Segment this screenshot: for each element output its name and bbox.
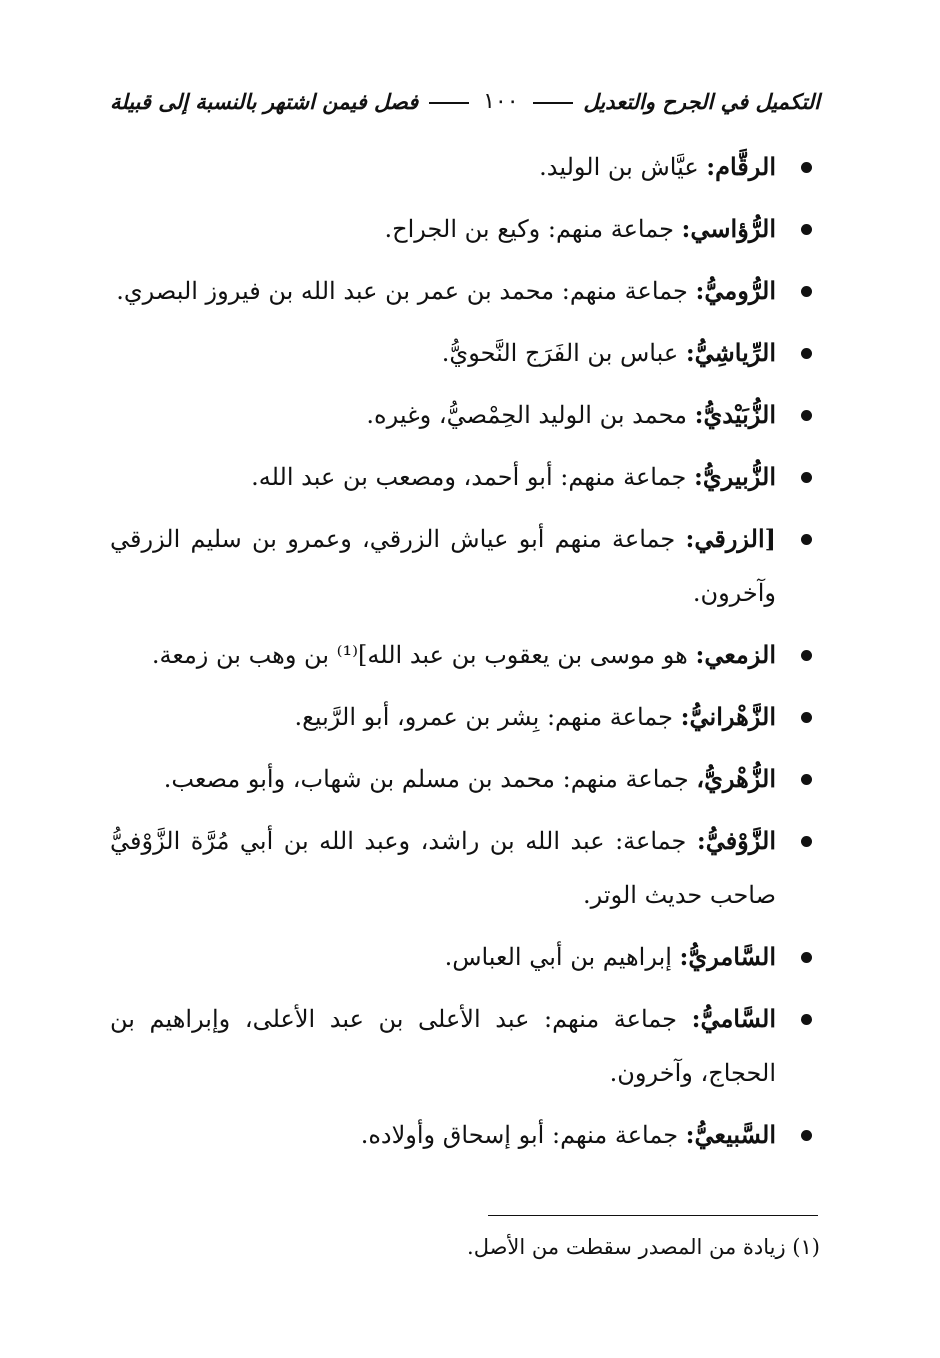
entry-name: الرقَّام: (706, 152, 776, 181)
header-dash-left (429, 102, 469, 104)
entry-name: الزَّهْرانيُّ: (680, 702, 776, 731)
header-chapter-title: فصل فيمن اشتهر بالنسبة إلى قبيلة (110, 88, 419, 114)
footnote-divider (488, 1215, 818, 1216)
list-item (110, 628, 810, 682)
list-item (110, 140, 810, 194)
list-item (110, 752, 810, 806)
list-item (110, 512, 810, 620)
entry-text: جماعة منهم: محمد بن عمر بن عبد الله بن فيروز البصري. (116, 277, 696, 305)
entry-name: الزُّهْريُّ، (696, 764, 776, 793)
header-dash-right (533, 102, 573, 104)
entry-name: الزمعي: (695, 640, 776, 669)
bullet-icon (801, 836, 812, 847)
entry-name: الرُّؤاسي: (681, 214, 776, 243)
entry-text: جماعة منهم: بِشر بن عمرو، أبو الرَّبيع. (294, 703, 681, 731)
entry-text: إبراهيم بن أبي العباس. (444, 943, 680, 971)
bullet-icon (801, 162, 812, 173)
list-item (110, 814, 810, 922)
entry-name: [الزرقي: (685, 524, 776, 553)
entry-text: جماعة منهم أبو عياش الزرقي، وعمرو بن سليم الزرقي وآخرون. (110, 525, 776, 607)
header-book-title: التكميل في الجرح والتعديل (583, 88, 820, 114)
entry-name: الزُّبيريُّ: (693, 462, 776, 491)
bullet-icon (801, 224, 812, 235)
bullet-icon (801, 1014, 812, 1025)
list-item (110, 202, 810, 256)
list-item (110, 1108, 810, 1162)
bullet-icon (801, 712, 812, 723)
entry-name: الرِّياشِيُّ: (685, 338, 776, 367)
bullet-icon (801, 410, 812, 421)
bullet-icon (801, 1130, 812, 1141)
entry-text: جماعة منهم: أبو إسحاق وأولاده. (360, 1121, 686, 1149)
entry-text: محمد بن الوليد الحِمْصيُّ، وغيره. (366, 401, 695, 429)
entry-text: جماعة منهم: عبد الأعلى بن عبد الأعلى، وإبراهيم بن الحجاج، وآخرون. (110, 1005, 776, 1087)
list-item (110, 326, 810, 380)
list-item (110, 992, 810, 1100)
entry-name: السَّبيعيُّ: (685, 1120, 776, 1149)
entry-list (110, 140, 810, 1170)
entry-text: جماعة: عبد الله بن راشد، وعبد الله بن أبي مُرَّة الزَّوْفيُّ صاحب حديث الوتر. (110, 827, 776, 909)
bullet-icon (801, 952, 812, 963)
entry-name: السَّامريُّ: (679, 942, 776, 971)
header-page-number-group (425, 88, 576, 114)
entry-text: جماعة منهم: أبو أحمد، ومصعب بن عبد الله. (251, 463, 694, 491)
list-item (110, 690, 810, 744)
bullet-icon (801, 534, 812, 545)
entry-text: عيَّاش بن الوليد. (539, 153, 707, 181)
list-item (110, 450, 810, 504)
entry-name: السَّاميُّ: (691, 1004, 776, 1033)
bullet-icon (801, 774, 812, 785)
entry-text: جماعة منهم: محمد بن مسلم بن شهاب، وأبو مصعب. (163, 765, 697, 793)
list-item (110, 388, 810, 442)
bullet-icon (801, 650, 812, 661)
bullet-icon (801, 472, 812, 483)
footnote: (١) زيادة من المصدر سقطت من الأصل. (467, 1235, 820, 1259)
entry-text: عباس بن الفَرَج النَّحويُّ. (441, 339, 686, 367)
list-item (110, 930, 810, 984)
entry-name: الزَّوْفيُّ: (696, 826, 776, 855)
running-header (110, 88, 820, 114)
entry-name: الرُّوميُّ: (695, 276, 776, 305)
entry-text: هو موسى بن يعقوب بن عبد الله]⁽¹⁾ بن وهب بن زمعة. (151, 641, 696, 669)
bullet-icon (801, 286, 812, 297)
entry-text: جماعة منهم: وكيع بن الجراح. (384, 215, 682, 243)
list-item (110, 264, 810, 318)
bullet-icon (801, 348, 812, 359)
entry-name: الزُّبَيْديُّ: (694, 400, 776, 429)
header-page-number: ١٠٠ (483, 89, 519, 114)
